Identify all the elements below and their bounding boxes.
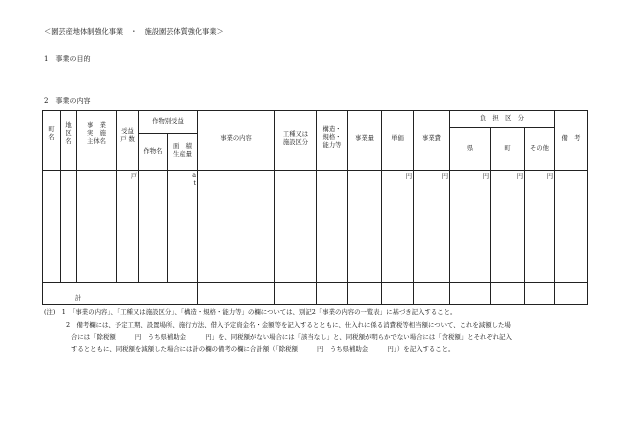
header-content: 事業の内容	[220, 135, 252, 142]
header-area: 面 積 生産量	[173, 143, 192, 158]
unit-town-share: 円	[516, 173, 523, 180]
table-col-line	[490, 127, 491, 305]
header-remarks: 備 考	[561, 135, 581, 142]
table-line-total-top	[42, 282, 588, 283]
table-line-header-bottom	[42, 170, 588, 171]
unit-area-t: t	[193, 180, 196, 187]
unit-households: 戸	[130, 173, 137, 180]
header-district: 地 区 名	[65, 122, 72, 145]
header-construction: 工種又は 施設区分	[282, 131, 309, 146]
section-2-heading: 2 事業の内容	[44, 97, 91, 105]
table-border-right	[587, 110, 588, 305]
table-col-line	[449, 110, 450, 305]
header-town: 町 名	[48, 126, 55, 141]
note-2-line-1: 2 備考欄には、予定工期、設置場所、施行方法、借入予定資金名・金額等を記入するとともに、仕入れに係る消費税等相当額について、これを減額した場	[66, 321, 511, 329]
header-prefecture: 県	[466, 145, 474, 152]
header-entity: 事 業 実 施 主体名	[87, 122, 106, 145]
table-border-bottom	[42, 304, 588, 305]
header-cost: 事業費	[422, 135, 441, 142]
header-unit-price: 単価	[391, 135, 404, 142]
unit-unit-price: 円	[405, 173, 412, 180]
table-col-line	[524, 127, 525, 305]
total-label: 計	[74, 295, 82, 302]
header-households: 受益 戸 数	[120, 128, 135, 143]
unit-other: 円	[546, 173, 553, 180]
header-amount: 事業量	[355, 135, 374, 142]
header-burden: 負 担 区 分	[479, 115, 525, 122]
table-line-burden-sub	[449, 127, 554, 128]
note-2-line-3: するとともに、同税額を減額した場合には計の欄の備考の欄に合計額（「除税額 円 うち県補助金 円」）を記入すること。	[71, 345, 455, 353]
header-spec: 構造・ 規格・ 能力等	[322, 126, 342, 149]
table-border-top	[42, 110, 588, 111]
unit-cost: 円	[441, 173, 448, 180]
header-town-share: 町	[504, 145, 511, 152]
unit-area-a: a	[192, 172, 196, 179]
document-title: ＜園芸産地体制強化事業 ・ 施設園芸体質強化事業＞	[44, 27, 224, 36]
header-crop-name: 作物名	[143, 148, 163, 155]
note-2-line-2: 合には「除税額 円 うち県補助金 円」を、同税額がない場合には「該当なし」と、同税額が明らかでない場合には「含税額」とそれぞれ記入	[71, 333, 512, 341]
table-col-line	[138, 110, 139, 283]
unit-prefecture: 円	[482, 173, 489, 180]
header-crop-group: 作物別受益	[152, 118, 184, 125]
header-other: その他	[530, 145, 549, 152]
section-1-heading: 1 事業の目的	[44, 55, 91, 63]
note-1: (注) 1 「事業の内容」、「工種又は施設区分」、「構造・規格・能力等」の欄については、別記2「事業の内容の一覧表」に基づき記入すること。	[44, 308, 457, 316]
